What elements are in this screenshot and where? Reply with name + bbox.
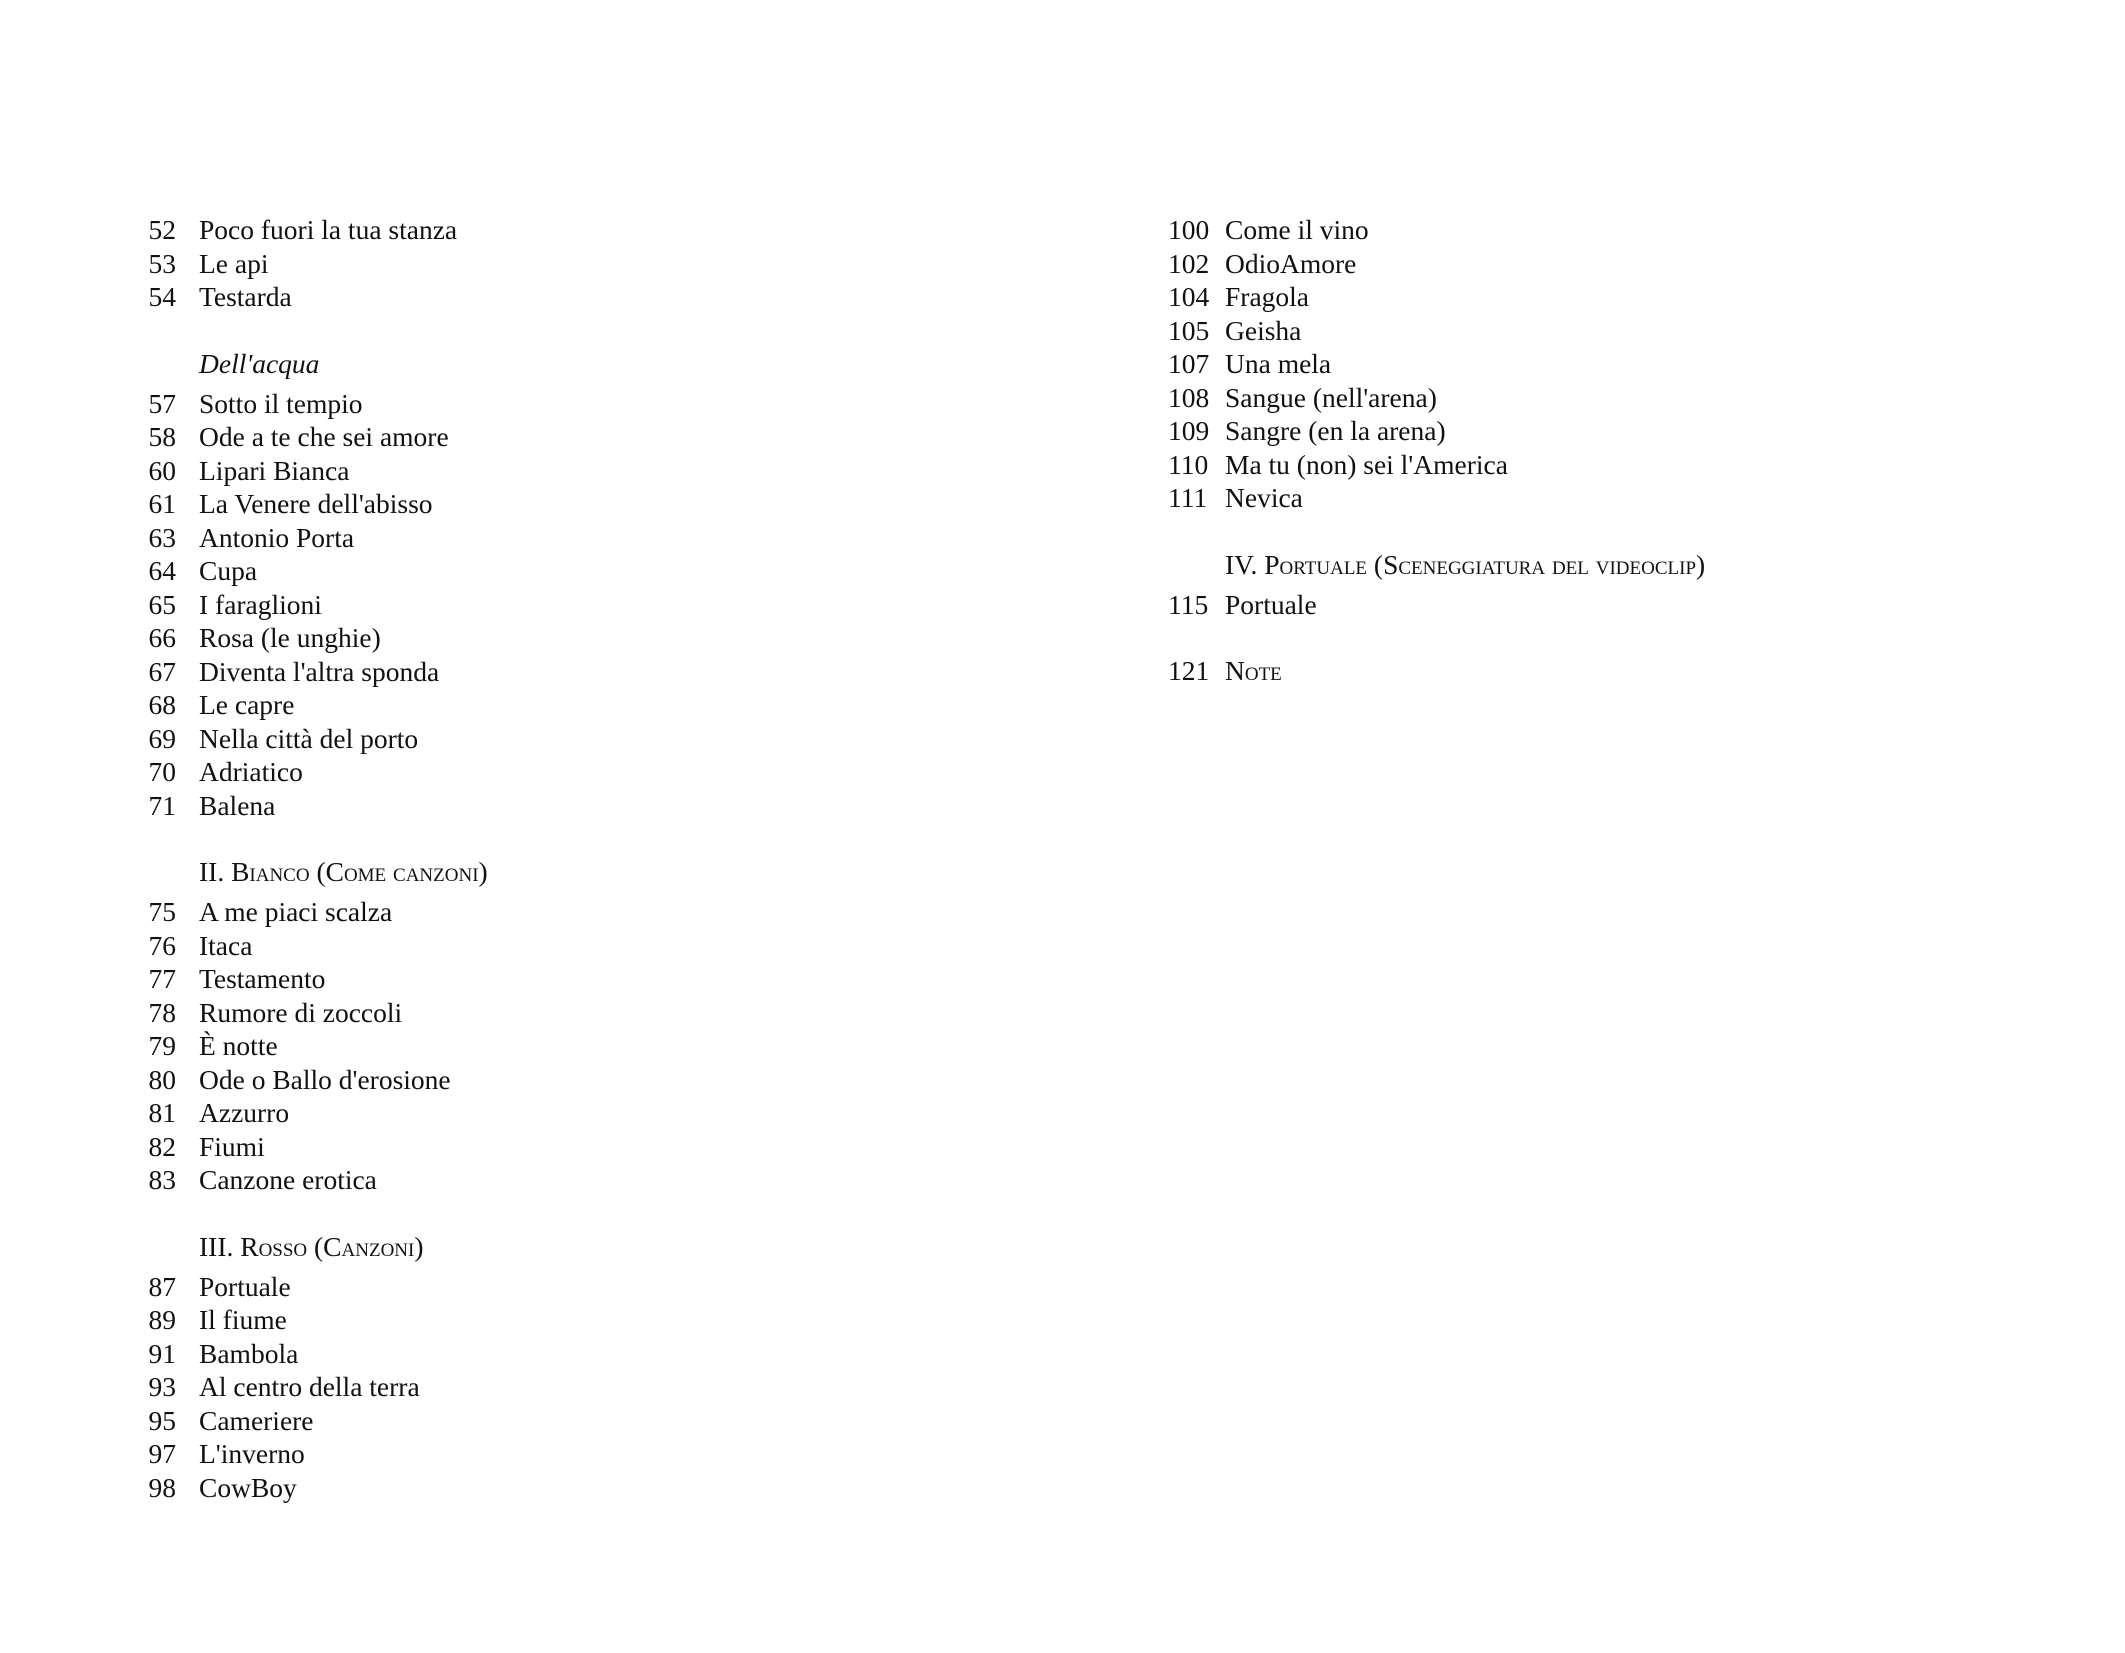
toc-entry[interactable] — [120, 521, 488, 555]
entry-title: Fiumi — [199, 1130, 265, 1162]
page-number: 107 — [1168, 348, 1210, 379]
toc-entry[interactable] — [1168, 314, 1705, 348]
toc-entry[interactable] — [1168, 347, 1705, 381]
page-number: 98 — [148, 1471, 176, 1503]
toc-entry[interactable] — [120, 1163, 488, 1197]
right-column — [1168, 213, 1705, 688]
entry-title: Una mela — [1225, 348, 1332, 379]
toc-entry[interactable] — [120, 1404, 488, 1438]
right-group-1 — [1168, 213, 1705, 515]
spacer — [120, 314, 488, 347]
toc-entry[interactable] — [120, 895, 488, 929]
page-number: 67 — [148, 655, 176, 687]
page-number: 81 — [148, 1097, 176, 1128]
entry-title: Portuale — [1225, 588, 1317, 620]
entry-title: Adriatico — [199, 756, 303, 787]
page-number: 104 — [1168, 281, 1210, 312]
entry-title: OdioAmore — [1225, 247, 1357, 279]
toc-entry[interactable] — [120, 1130, 488, 1164]
page-number: 68 — [148, 689, 176, 720]
entry-title: Al centro della terra — [199, 1371, 420, 1402]
entry-title: Cupa — [199, 555, 258, 586]
entry-title: Rosa (le unghie) — [199, 622, 381, 653]
left-group-1 — [120, 213, 488, 314]
left-column — [120, 213, 488, 1504]
spacer — [1168, 621, 1705, 654]
page-number: 115 — [1168, 588, 1209, 620]
right-group-2 — [1168, 588, 1705, 622]
section-heading-portuale: IV. Portuale (Sceneggiatura del videoclip) — [1225, 548, 1706, 580]
entry-title: Ma tu (non) sei l'America — [1225, 448, 1508, 480]
page-number: 66 — [148, 622, 176, 653]
toc-entry[interactable] — [120, 996, 488, 1030]
section-heading-dell-acqua: Dell'acqua — [199, 347, 320, 379]
page-number: 108 — [1168, 381, 1210, 413]
entry-title: Note — [1225, 655, 1282, 686]
toc-entry[interactable] — [120, 688, 488, 722]
toc-entry[interactable] — [120, 1270, 488, 1304]
entry-title: I faraglioni — [199, 588, 322, 620]
toc-entry[interactable] — [120, 1337, 488, 1371]
entry-title: Sangre (en la arena) — [1225, 415, 1446, 446]
page-number: 64 — [148, 555, 176, 586]
entry-title: Ode a te che sei amore — [199, 421, 449, 452]
left-group-3 — [120, 895, 488, 1197]
page-number: 58 — [148, 421, 176, 452]
toc-entry[interactable] — [120, 1471, 488, 1505]
toc-entry[interactable] — [1168, 414, 1705, 448]
toc-entry[interactable] — [1168, 247, 1705, 281]
spacer — [1168, 515, 1705, 548]
page-number: 87 — [148, 1270, 176, 1302]
toc-entry[interactable] — [120, 655, 488, 689]
entry-title: Il fiume — [199, 1304, 287, 1335]
page-number: 52 — [148, 214, 176, 245]
page-number: 63 — [148, 521, 176, 553]
page-number: 53 — [148, 247, 176, 279]
entry-title: Portuale — [199, 1270, 291, 1302]
page-number: 70 — [148, 756, 176, 787]
page-number: 100 — [1168, 214, 1210, 245]
toc-entry[interactable] — [120, 387, 488, 421]
left-group-2 — [120, 387, 488, 823]
entry-title: Sotto il tempio — [199, 387, 363, 419]
toc-entry[interactable] — [120, 1303, 488, 1337]
toc-entry[interactable] — [1168, 280, 1705, 314]
entry-title: Le capre — [199, 689, 295, 720]
spacer — [120, 1197, 488, 1230]
page-number: 54 — [148, 281, 176, 312]
section-heading-rosso: III. Rosso (Canzoni) — [199, 1230, 424, 1262]
toc-entry[interactable] — [120, 487, 488, 521]
toc-entry[interactable] — [120, 280, 488, 314]
toc-entry[interactable] — [120, 1370, 488, 1404]
entry-title: Come il vino — [1225, 214, 1369, 245]
toc-entry[interactable] — [120, 962, 488, 996]
toc-entry[interactable] — [120, 420, 488, 454]
entry-title: È notte — [199, 1030, 278, 1061]
page-number: 75 — [148, 896, 176, 927]
page-number: 65 — [148, 588, 176, 620]
page-number: 69 — [148, 722, 176, 754]
toc-entry[interactable] — [120, 1096, 488, 1130]
entry-title: Antonio Porta — [199, 521, 355, 553]
toc-entry[interactable] — [1168, 213, 1705, 247]
toc-entry[interactable] — [1168, 381, 1705, 415]
page-number: 80 — [148, 1063, 176, 1095]
entry-title: CowBoy — [199, 1471, 297, 1503]
page-number: 71 — [148, 789, 176, 821]
entry-title: Fragola — [1225, 281, 1310, 312]
entry-title: Itaca — [199, 929, 253, 961]
toc-entry[interactable] — [1168, 481, 1705, 515]
page-number: 78 — [148, 996, 176, 1028]
toc-entry[interactable] — [120, 554, 488, 588]
page-number: 105 — [1168, 314, 1210, 346]
toc-entry[interactable] — [120, 588, 488, 622]
toc-entry[interactable] — [1168, 588, 1705, 622]
toc-entry[interactable] — [120, 1063, 488, 1097]
page-number: 121 — [1168, 655, 1210, 686]
toc-entry[interactable] — [120, 213, 488, 247]
page-number: 79 — [148, 1030, 176, 1061]
left-group-4 — [120, 1270, 488, 1505]
entry-title: Bambola — [199, 1337, 299, 1369]
page-number: 102 — [1168, 247, 1210, 279]
entry-title: Rumore di zoccoli — [199, 996, 403, 1028]
page-number: 93 — [148, 1371, 176, 1402]
toc-entry[interactable] — [120, 1437, 488, 1471]
toc-entry[interactable] — [120, 722, 488, 756]
toc-entry[interactable] — [1168, 448, 1705, 482]
entry-title: Nella città del porto — [199, 722, 419, 754]
entry-title: Le api — [199, 247, 269, 279]
entry-title: Lipari Bianca — [199, 454, 350, 486]
spacer — [120, 822, 488, 855]
entry-title: Testamento — [199, 963, 326, 994]
page-number: 60 — [148, 454, 176, 486]
entry-title: Testarda — [199, 281, 292, 312]
toc-entry-note[interactable] — [1168, 654, 1705, 688]
entry-title: L'inverno — [199, 1438, 305, 1469]
page-number: 91 — [148, 1337, 176, 1369]
page-number: 109 — [1168, 415, 1210, 446]
toc-entry[interactable] — [120, 454, 488, 488]
section-heading-bianco: II. Bianco (Come canzoni) — [199, 856, 488, 887]
page-number: 111 — [1168, 482, 1208, 513]
page-number: 95 — [148, 1404, 176, 1436]
page-number: 61 — [148, 488, 176, 519]
toc-entry[interactable] — [120, 929, 488, 963]
entry-title: La Venere dell'abisso — [199, 488, 433, 519]
page-number: 89 — [148, 1304, 176, 1335]
page-number: 57 — [148, 387, 176, 419]
toc-entry[interactable] — [120, 621, 488, 655]
entry-title: Cameriere — [199, 1404, 314, 1436]
entry-title: Ode o Ballo d'erosione — [199, 1063, 451, 1095]
page-number: 110 — [1168, 448, 1209, 480]
entry-title: Nevica — [1225, 482, 1303, 513]
entry-title: Geisha — [1225, 314, 1302, 346]
toc-entry[interactable] — [120, 789, 488, 823]
entry-title: Poco fuori la tua stanza — [199, 214, 458, 245]
entry-title: A me piaci scalza — [199, 896, 393, 927]
toc-entry[interactable] — [120, 1029, 488, 1063]
toc-entry[interactable] — [120, 247, 488, 281]
entry-title: Diventa l'altra sponda — [199, 655, 440, 687]
page-number: 82 — [148, 1130, 176, 1162]
entry-title: Balena — [199, 789, 276, 821]
page-number: 77 — [148, 963, 176, 994]
entry-title: Canzone erotica — [199, 1164, 377, 1195]
page-number: 76 — [148, 929, 176, 961]
toc-entry[interactable] — [120, 755, 488, 789]
page-number: 83 — [148, 1164, 176, 1195]
entry-title: Sangue (nell'arena) — [1225, 381, 1437, 413]
page-number: 97 — [148, 1438, 176, 1469]
entry-title: Azzurro — [199, 1097, 290, 1128]
